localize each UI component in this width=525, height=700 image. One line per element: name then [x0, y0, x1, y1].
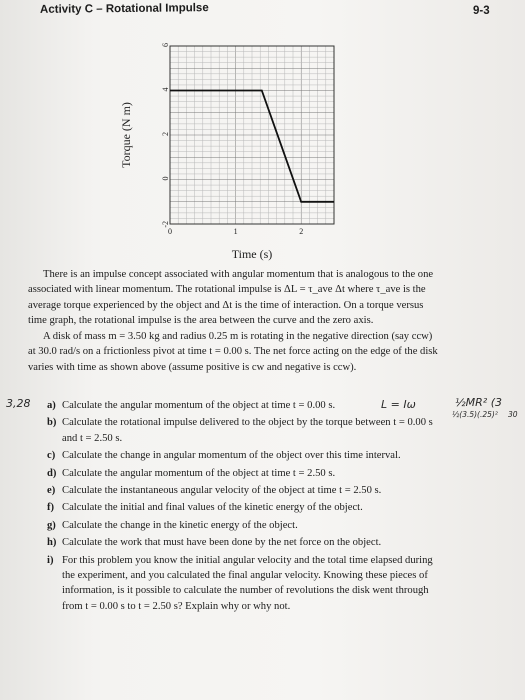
- question-text: Calculate the change in angular momentum of the object over this time interval.: [62, 450, 401, 462]
- question-text: Calculate the angular momentum of the object at time t = 0.00 s.: [62, 400, 336, 411]
- chart-grid: [170, 46, 334, 224]
- x-tick-label: 2: [299, 227, 304, 236]
- y-tick-label: 6: [161, 43, 170, 47]
- problem-line: A disk of mass m = 3.50 kg and radius 0.25 m is rotating in the negative direction (say ccw): [43, 331, 433, 342]
- question-text: Calculate the angular momentum of the object at time t = 2.50 s.: [62, 467, 336, 479]
- x-tick-labels: [168, 227, 303, 236]
- question-text: Calculate the work that must have been done by the net force on the object.: [62, 537, 382, 549]
- y-tick-label: 0: [161, 176, 170, 181]
- y-tick-label: -2: [161, 221, 170, 228]
- question-text: information, is it possible to calculate the number of revolutions the disk went through: [62, 585, 429, 597]
- activity-title: Activity C – Rotational Impulse: [39, 2, 209, 16]
- question-text: Calculate the change in the kinetic energy of the object.: [62, 519, 298, 531]
- question-text: from t = 0.00 s to t = 2.50 s? Explain why or why not.: [62, 600, 291, 612]
- question-text: the experiment, and you calculated the final angular velocity. Knowing these pieces of: [62, 570, 428, 581]
- question-text: Calculate the initial and final values of the kinetic energy of the object.: [62, 502, 363, 514]
- intro-line: average torque experienced by the object and Δt is the time of interaction. On a torque versus: [28, 299, 424, 311]
- page-number: 9-3: [473, 5, 490, 17]
- y-tick-label: 2: [161, 132, 170, 136]
- question-label: h): [47, 537, 57, 549]
- handwritten-fraction: ½(3.5)(.25)²: [452, 410, 498, 419]
- intro-line: time graph, the rotational impulse is the area between the curve and the zero axis.: [28, 315, 374, 327]
- question-text: Calculate the instantaneous angular velocity of the object at time t = 2.50 s.: [62, 485, 382, 496]
- question-label: c): [47, 450, 56, 462]
- question-label: g): [47, 519, 56, 531]
- x-axis-label: Time (s): [231, 247, 273, 261]
- y-tick-label: 4: [161, 87, 170, 92]
- handwritten-moment-of-inertia: ½MR² (3: [455, 396, 502, 409]
- question-text: For this problem you know the initial angular velocity and the total time elapsed during: [62, 554, 433, 566]
- x-tick-label: 1: [233, 227, 238, 236]
- y-tick-labels: [161, 43, 170, 228]
- handwritten-margin-note: 3,28: [6, 397, 31, 410]
- handwritten-formula: L = Iω: [381, 398, 416, 411]
- question-label: b): [47, 417, 57, 429]
- question-label: d): [47, 467, 57, 479]
- torque-time-chart: [108, 34, 358, 264]
- question-label: a): [47, 400, 56, 411]
- question-label: f): [47, 502, 55, 514]
- question-label: i): [47, 554, 54, 566]
- problem-line: varies with time as shown above (assume positive is cw and negative is ccw).: [28, 361, 357, 373]
- problem-line: at 30.0 rad/s on a frictionless pivot at time t = 0.00 s. The net force acting on the edge of the disk: [28, 346, 438, 358]
- question-text: and t = 2.50 s.: [62, 432, 123, 444]
- y-axis-label: Torque (N m): [119, 102, 133, 168]
- question-label: e): [47, 485, 56, 496]
- x-tick-label: 0: [168, 227, 172, 236]
- question-text: Calculate the rotational impulse delivered to the object by the torque between t = 0.00 s: [62, 417, 433, 429]
- intro-line: associated with linear momentum. The rotational impulse is ΔL = τ_ave Δt where τ_ave is the: [28, 284, 426, 296]
- handwritten-thirty: 30: [508, 410, 518, 419]
- intro-line: There is an impulse concept associated with angular momentum that is analogous to the one: [43, 269, 434, 280]
